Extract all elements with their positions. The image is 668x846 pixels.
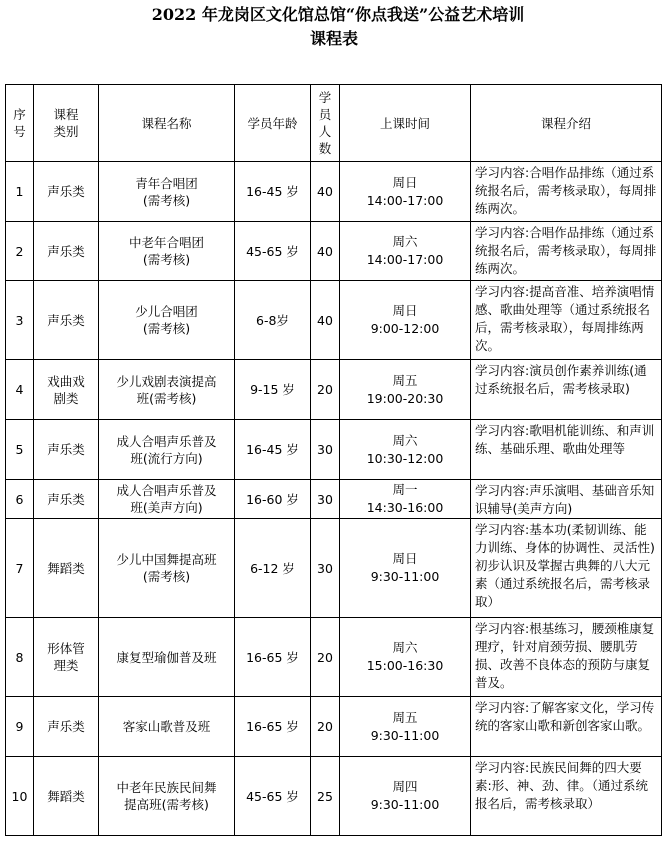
cell-schedule [340, 618, 471, 697]
cell-age: 6-12 岁 [235, 519, 311, 618]
cell-course-name: 康复型瑜伽普及班 [99, 618, 235, 697]
header-age: 学员年龄 [235, 85, 311, 162]
cell-category: 声乐类 [34, 222, 99, 281]
cell-index: 10 [6, 757, 34, 836]
cell-schedule [340, 162, 471, 222]
cell-schedule [340, 360, 471, 420]
cell-intro: 学习内容:演员创作素养训练(通过系统报名后，需考核录取) [471, 360, 662, 420]
cell-category: 形体管理类 [34, 618, 99, 697]
cell-age: 16-65 岁 [235, 618, 311, 697]
cell-course-name: 中老年合唱团 (需考核) [99, 222, 235, 281]
cell-count: 20 [311, 360, 340, 420]
table-row [6, 162, 662, 222]
cell-category: 声乐类 [34, 480, 99, 519]
cell-count: 20 [311, 618, 340, 697]
cell-age: 16-45 岁 [235, 162, 311, 222]
cell-count: 30 [311, 420, 340, 480]
schedule-day: 周五 [392, 709, 418, 725]
schedule-time: 10:30-12:00 [366, 450, 444, 466]
cell-index: 8 [6, 618, 34, 697]
cell-course-name: 成人合唱声乐普及 班(流行方向) [99, 420, 235, 480]
cell-intro: 学习内容:声乐演唱、基础音乐知识辅导(美声方向) [471, 480, 662, 519]
schedule-time: 19:00-20:30 [366, 390, 444, 406]
cell-age: 16-45 岁 [235, 420, 311, 480]
header-name: 课程名称 [99, 85, 235, 162]
cell-index: 6 [6, 480, 34, 519]
cell-intro: 学习内容:歌唱机能训练、和声训练、基础乐理、歌曲处理等 [471, 420, 662, 480]
schedule-time: 15:00-16:30 [366, 658, 444, 673]
schedule-day: 周五 [392, 372, 418, 388]
cell-intro: 学习内容:了解客家文化，学习传统的客家山歌和新创客家山歌。 [471, 697, 662, 757]
schedule-day: 周六 [392, 640, 418, 655]
cell-category: 舞蹈类 [34, 757, 99, 836]
header-intro: 课程介绍 [471, 85, 662, 162]
cell-age: 45-65 岁 [235, 757, 311, 836]
course-table [5, 84, 662, 836]
cell-schedule [340, 757, 471, 836]
cell-schedule [340, 480, 471, 519]
cell-intro: 学习内容:合唱作品排练（通过系统报名后，需考核录取），每周排练两次。 [471, 222, 662, 281]
cell-age: 16-60 岁 [235, 480, 311, 519]
cell-intro: 学习内容:提高音准、培养演唱情感、歌曲处理等（通过系统报名后，需考核录取），每周排练两次。 [471, 281, 662, 360]
table-row [6, 360, 662, 420]
cell-course-name: 少儿中国舞提高班 (需考核) [99, 519, 235, 618]
header-index: 序号 [6, 85, 34, 162]
cell-age: 45-65 岁 [235, 222, 311, 281]
cell-schedule [340, 519, 471, 618]
schedule-day: 周六 [392, 234, 418, 249]
schedule-time: 14:00-17:00 [366, 192, 444, 208]
cell-age: 6-8岁 [235, 281, 311, 360]
schedule-day: 周日 [392, 174, 418, 190]
cell-schedule [340, 420, 471, 480]
header-row [6, 85, 662, 162]
cell-count: 30 [311, 519, 340, 618]
cell-index: 9 [6, 697, 34, 757]
cell-index: 3 [6, 281, 34, 360]
table-row [6, 697, 662, 757]
cell-intro: 学习内容:民族民间舞的四大要素:形、神、劲、律。（通过系统报名后，需考核录取） [471, 757, 662, 836]
header-category: 课程类别 [34, 85, 99, 162]
cell-count: 40 [311, 281, 340, 360]
table-row [6, 222, 662, 281]
cell-age: 9-15 岁 [235, 360, 311, 420]
cell-category: 声乐类 [34, 281, 99, 360]
cell-course-name: 中老年民族民间舞 提高班(需考核) [99, 757, 235, 836]
cell-category: 声乐类 [34, 420, 99, 480]
cell-category: 声乐类 [34, 162, 99, 222]
cell-index: 7 [6, 519, 34, 618]
cell-course-name: 少儿戏剧表演提高 班(需考核) [99, 360, 235, 420]
table-row [6, 618, 662, 697]
page-title: 2022 年龙岗区文化馆总馆“你点我送”公益艺术培训 [151, 5, 525, 24]
table-row [6, 281, 662, 360]
cell-course-name: 少儿合唱团 (需考核) [99, 281, 235, 360]
cell-count: 25 [311, 757, 340, 836]
cell-course-name: 客家山歌普及班 [99, 697, 235, 757]
schedule-time: 9:00-12:00 [370, 321, 440, 336]
cell-schedule [340, 697, 471, 757]
cell-index: 5 [6, 420, 34, 480]
schedule-time: 9:30-11:00 [370, 797, 440, 812]
cell-course-name: 成人合唱声乐普及 班(美声方向) [99, 480, 235, 519]
cell-schedule [340, 281, 471, 360]
schedule-time: 14:00-17:00 [366, 252, 444, 267]
schedule-day: 周日 [392, 303, 418, 318]
schedule-time: 9:30-11:00 [370, 569, 440, 584]
cell-intro: 学习内容:合唱作品排练（通过系统报名后，需考核录取），每周排练两次。 [471, 162, 662, 222]
schedule-day: 周一 [392, 482, 418, 497]
page-subtitle: 课程表 [309, 29, 358, 48]
cell-age: 16-65 岁 [235, 697, 311, 757]
schedule-time: 9:30-11:00 [370, 727, 440, 743]
cell-schedule [340, 222, 471, 281]
cell-category: 舞蹈类 [34, 519, 99, 618]
cell-index: 1 [6, 162, 34, 222]
schedule-day: 周日 [392, 551, 418, 566]
header-count: 学员人数 [311, 85, 340, 162]
header-time: 上课时间 [340, 85, 471, 162]
cell-count: 40 [311, 162, 340, 222]
schedule-day: 周六 [392, 432, 418, 448]
cell-count: 20 [311, 697, 340, 757]
cell-count: 40 [311, 222, 340, 281]
cell-index: 2 [6, 222, 34, 281]
table-row [6, 480, 662, 519]
cell-count: 30 [311, 480, 340, 519]
table-row [6, 420, 662, 480]
table-row [6, 757, 662, 836]
table-row [6, 519, 662, 618]
cell-category: 声乐类 [34, 697, 99, 757]
title-block [0, 4, 668, 50]
schedule-time: 14:30-16:00 [366, 500, 444, 515]
schedule-day: 周四 [392, 779, 418, 794]
cell-category: 戏曲戏剧类 [34, 360, 99, 420]
cell-index: 4 [6, 360, 34, 420]
cell-course-name: 青年合唱团 (需考核) [99, 162, 235, 222]
cell-intro: 学习内容:基本功(柔韧训练、能力训练、身体的协调性、灵活性)初步认识及掌握古典舞的八大元素（通过系统报名后，需考核录取） [471, 519, 662, 618]
cell-intro: 学习内容:根基练习，腰颈椎康复理疗，针对肩颈劳损、腰肌劳损、改善不良体态的预防与康复普及。 [471, 618, 662, 697]
